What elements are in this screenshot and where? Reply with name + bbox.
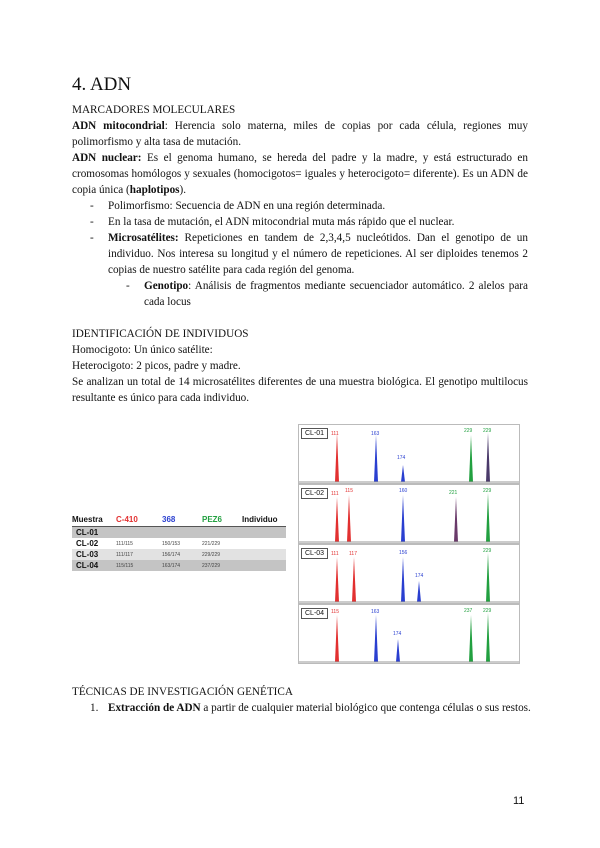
peak [417,581,421,602]
peak [347,495,351,542]
table-row [72,549,286,560]
row-id: CL-02 [76,539,99,548]
peak [486,613,490,662]
header-368: 368 [162,515,176,524]
marker-list [72,198,528,310]
dash: - [90,200,94,212]
list-item [72,214,528,230]
peak-label: 160 [399,488,408,494]
electropherogram-cl01 [298,424,520,484]
peak-label: 111 [331,551,339,557]
peak-label: 163 [371,431,380,437]
peak-label: 229 [483,608,492,614]
peak [469,435,473,482]
peak [401,465,405,482]
table-header [72,514,286,527]
peak-label: 163 [371,609,380,615]
peak-label: 174 [393,631,402,637]
peak [335,615,339,662]
technique-text: a partir de cualquier material biológico que contenga células o sus restos. [200,702,531,714]
section-heading-identification: IDENTIFICACIÓN DE INDIVIDUOS [72,328,249,340]
cell-pez6: 229/229 [202,552,221,558]
dash: - [90,232,94,244]
peak-label: 115 [345,488,353,494]
paragraph-mitochondrial [72,118,528,150]
peak [454,497,458,542]
section-heading-techniques: TÉCNICAS DE INVESTIGACIÓN GENÉTICA [72,686,293,698]
term-genotype: Genotipo [144,280,189,292]
list-item [72,198,528,214]
panel-label: CL-04 [301,608,328,619]
panel-label: CL-01 [301,428,328,439]
peak-label: 229 [483,548,492,554]
list-item [72,278,528,310]
header-muestra: Muestra [72,515,103,524]
electropherogram-cl04 [298,604,520,664]
genotype-table [72,514,286,571]
cell-368: 150/153 [162,541,181,547]
table-row [72,527,286,538]
peak [352,557,356,602]
section-heading-markers: MARCADORES MOLECULARES [72,104,236,116]
term-haplotypes: haplotipos [129,184,180,196]
term-mitochondrial: ADN mitocondrial [72,120,165,132]
peak-label: 115 [331,609,339,615]
peak-label: 174 [397,455,406,461]
term-dna-extraction: Extracción de ADN [108,702,201,714]
table-row [72,538,286,549]
cell-c410: 111/115 [116,541,133,547]
cell-c410: 111/117 [116,552,133,558]
text-nuclear: Es el genoma humano, se hereda del padre y la madre, y está estructurado en cromosomas homólogos y sexuales (homocigotos= iguales y heterocigoto= diferente). Es un ADN de copia única ( [72,152,528,196]
peak [335,497,339,542]
peak [396,639,400,662]
peak [335,557,339,602]
peak-label: 111 [331,491,339,497]
list-item-text: En la tasa de mutación, el ADN mitocondrial muta más rápido que el nuclear. [108,216,455,228]
peak-label: 117 [349,551,357,557]
peak [401,495,405,542]
header-c410: C-410 [116,515,138,524]
peak-label: 174 [415,573,424,579]
heterozygote-line: Heterocigoto: 2 picos, padre y madre. [72,360,241,372]
text-nuclear-end: ). [179,184,187,196]
electropherogram-cl02 [298,484,520,544]
term-microsatellites: Microsatélites: [108,232,179,244]
table-row [72,560,286,571]
list-item [72,230,528,278]
panel-label: CL-03 [301,548,328,559]
homozygote-line: Homocigoto: Un único satélite: [72,344,213,356]
technique-item-1 [90,700,546,716]
list-item-text: Polimorfismo: Secuencia de ADN en una región determinada. [108,200,386,212]
page-number: 11 [513,795,525,807]
header-individuo: Individuo [242,515,278,524]
text-mitochondrial: : Herencia solo materna, miles de copias por cada célula, regiones muy polimorfismo y alta tasa de mutación. [72,120,528,148]
cell-368: 163/174 [162,563,181,569]
cell-pez6: 221/229 [202,541,221,547]
peak-label: 111 [331,431,339,437]
page-title: 4. ADN [72,74,132,95]
peak-label: 229 [483,488,492,494]
peak [374,615,378,662]
cell-c410: 115/115 [116,563,134,569]
cell-pez6: 237/229 [202,563,221,569]
row-id: CL-03 [76,550,99,559]
list-number: 1. [90,702,99,714]
list-item-text: : Análisis de fragmentos mediante secuenciador automático. 2 alelos para cada locus [144,280,528,308]
peak [335,433,339,482]
peak [401,557,405,602]
paragraph-microsatellites: Se analizan un total de 14 microsatélites diferentes de una muestra biológica. El genotipo multilocus resultante es único para cada individuo. [72,376,528,404]
paragraph-nuclear [72,150,528,198]
peak-label: 237 [464,608,473,614]
row-id: CL-04 [76,561,99,570]
header-pez6: PEZ6 [202,515,223,524]
peak [486,493,490,542]
cell-368: 156/174 [162,552,181,558]
dash: - [90,216,94,228]
row-id: CL-01 [76,528,99,537]
peak-label: 229 [464,428,473,434]
peak [486,433,490,482]
dash: - [126,280,130,292]
panel-label: CL-02 [301,488,328,499]
peak [469,615,473,662]
peak-label: 229 [483,428,492,434]
electropherogram-cl03 [298,544,520,604]
peak-label: 156 [399,550,408,556]
list-item-text: Repeticiones en tandem de 2,3,4,5 nucleótidos. Dan el genotipo de un individuo. Nos interesa su longitud y el número de repeticiones. Al ser diploides tenemos 2 copias de nuestro satélite para cada región del genoma. [108,232,528,276]
peak [486,553,490,602]
term-nuclear: ADN nuclear: [72,152,142,164]
peak [374,435,378,482]
peak-label: 221 [449,490,458,496]
